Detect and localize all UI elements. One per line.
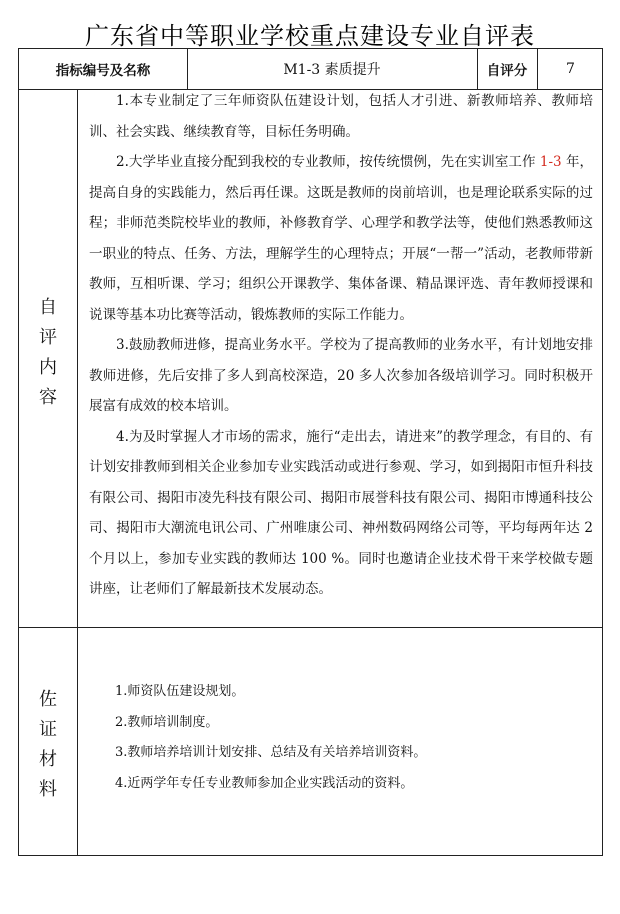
self-eval-paragraph-3: 3.鼓励教师进修，提高业务水平。学校为了提高教师的业务水平，有计划地安排教师进修，先后安排了多人到高校深造，20 多人次参加各级培训学习。同时积极开展富有成效的校本培训。 (89, 337, 593, 414)
evidence-item: 4.近两学年专任专业教师参加企业实践活动的资料。 (115, 775, 414, 791)
indicator-value: M1-3 素质提升 (283, 62, 381, 78)
self-eval-label-char: 自 (39, 297, 57, 318)
evidence-item: 3.教师培养培训计划安排、总结及有关培养培训资料。 (115, 745, 427, 760)
indicator-label: 指标编号及名称 (55, 63, 151, 79)
self-eval-label-char: 评 (39, 327, 57, 348)
score-label: 自评分 (486, 63, 528, 79)
evidence-label-char: 料 (39, 779, 57, 800)
self-eval-label-char: 内 (39, 357, 57, 378)
evidence-list (115, 677, 426, 799)
self-eval-paragraph-2 (89, 147, 593, 330)
self-assessment-table (18, 48, 603, 856)
evidence-label-char: 佐 (39, 689, 57, 710)
self-eval-content (89, 86, 593, 605)
self-eval-label-char: 容 (39, 387, 57, 408)
highlight-years: 1-3 (539, 154, 562, 170)
document-title: 广东省中等职业学校重点建设专业自评表 (85, 22, 535, 50)
self-eval-paragraph-4: 4.为及时掌握人才市场的需求，施行“走出去，请进来”的教学理念，有目的、有计划安排教师到相关企业参加专业实践活动或进行参观、学习，如到揭阳市恒升科技有限公司、揭阳市凌先科技有限公司、揭阳市展誉科技有限公司、揭阳市博通科技公司、揭阳市大潮流电讯公司、广州唯康公司、神州数码网络公司等，平均每两年达 2 个月以上，参加专业实践的教师达 100 %。同时也邀请企业技术骨干来学校做专题讲座，让老师们了解最新技术发展动态。 (89, 428, 593, 597)
score-value: 7 (566, 61, 575, 77)
evidence-item: 1.师资队伍建设规划。 (115, 684, 245, 699)
evidence-label-char: 证 (39, 719, 57, 740)
evidence-label (19, 685, 77, 805)
paragraph-2-text-a: 2.大学毕业直接分配到我校的专业教师，按传统惯例，先在实训室工作 (116, 154, 540, 170)
self-eval-paragraph-1: 1.本专业制定了三年师资队伍建设计划，包括人才引进、新教师培养、教师培训、社会实践、继续教育等，目标任务明确。 (89, 93, 593, 140)
label-column-divider (77, 89, 78, 855)
evidence-label-char: 材 (39, 749, 57, 770)
section-divider (19, 627, 602, 628)
self-eval-label (19, 293, 77, 413)
paragraph-2-text-b: 年，提高自身的实践能力，然后再任课。这既是教师的岗前培训，也是理论联系实际的过程；非师范类院校毕业的教师，补修教育学、心理学和教学法等，使他们熟悉教师这一职业的特点、任务、方法，理解学生的心理特点；开展“一帮一”活动，老教师带新教师，互相听课、学习；组织公开课教学、集体备课、精品课评选、青年教师授课和说课等基本功比赛等活动，锻炼教师的实际工作能力。 (89, 154, 594, 323)
evidence-item: 2.教师培训制度。 (115, 714, 219, 730)
